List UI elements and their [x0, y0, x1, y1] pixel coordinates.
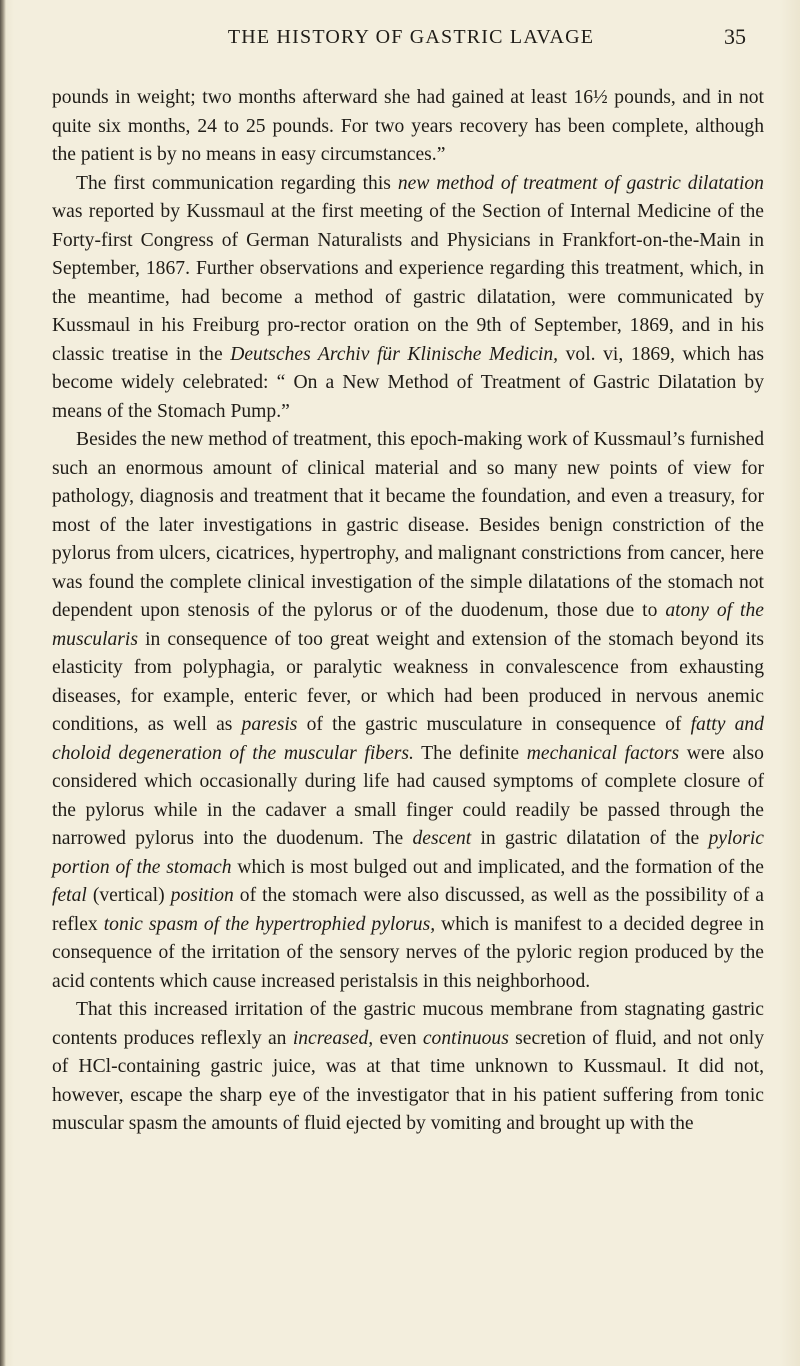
- text-run: Besides the new method of treatment, this epoch-making work of Kussmaul’s furnished such an enormous amount of clinical material and so many new points of view for pathology, diagnosis and treatment that it became the foundation, and even a treasury, for most of the later investigations in gastric disease. Besides benign constriction of the pylorus from ulcers, cicatrices, hypertrophy, and malignant constrictions from cancer, here was found the complete clinical investigation of the simple dilatations of the stomach not dependent upon stenosis of the pylorus or of the duodenum, those due to: [52, 429, 764, 621]
- text-run: pounds in weight; two months afterward she had gained at least 16½ pounds, and in not quite six months, 24 to 25 pounds. For two years recovery has been complete, although the patient is by no means in easy circumstances.”: [52, 87, 764, 165]
- text-run: That this increased irritation of the gastric mucous membrane from stagnating gastric contents produces reflexly an: [52, 999, 764, 1049]
- text-run: of the stomach were also discussed, as well as the possibility of a reflex: [52, 885, 765, 935]
- text-run: The first communication regarding this: [76, 172, 398, 194]
- italic-text: tonic spasm of the hypertrophied pylorus,: [103, 913, 436, 935]
- text-run: (vertical): [86, 885, 171, 906]
- body-text: [52, 84, 764, 1139]
- italic-text: continuous: [422, 1027, 509, 1049]
- page-gutter-shadow: [0, 0, 6, 1366]
- italic-text: paresis: [241, 714, 298, 735]
- text-run: in consequence of too great weight and extension of the stomach beyond its elasticity from polyphagia, or paralytic weakness in convalescence from exhausting diseases, for example, enteric fever, or which had been produced in nervous anemic conditions, as well as: [52, 628, 764, 735]
- italic-text: new method of treatment of gastric dilatation: [397, 172, 764, 194]
- italic-text: increased,: [292, 1027, 374, 1049]
- text-run: vol. vi, 1869, which has become widely celebrated: “ On a New Method of Treatment of Gastric Dilatation by means of the Stomach Pump.”: [52, 343, 765, 422]
- italic-text: Deutsches Archiv für Klinische Medicin,: [230, 343, 559, 365]
- page-header: [52, 20, 770, 50]
- italic-text: atony of the muscularis: [52, 600, 764, 650]
- running-head: THE HISTORY OF GASTRIC LAVAGE: [227, 26, 595, 48]
- paragraph: [52, 84, 764, 170]
- text-run: in gastric dilatation of the: [471, 828, 709, 849]
- paragraph: [52, 426, 764, 996]
- text-run: which is most bulged out and implicated, and the formation of the: [231, 856, 764, 878]
- page-number: 35: [724, 24, 746, 49]
- paragraph: [52, 170, 764, 427]
- text-run: even: [373, 1027, 423, 1049]
- italic-text: descent: [412, 828, 472, 849]
- italic-text: fetal: [52, 885, 87, 906]
- italic-text: pyloric portion of the stomach: [52, 828, 764, 878]
- text-run: The definite: [413, 742, 527, 764]
- italic-text: position: [170, 885, 234, 906]
- text-run: of the gastric musculature in consequence of: [297, 714, 691, 735]
- italic-text: fatty and choloid degeneration of the muscular fibers.: [52, 714, 764, 764]
- text-run: were also considered which occasionally during life had caused symptoms of complete closure of the pylorus while in the cadaver a small finger could readily be passed through the narrowed pylorus into the duodenum. The: [52, 742, 764, 849]
- italic-text: mechanical factors: [526, 742, 680, 764]
- text-run: secretion of fluid, and not only of HCl-containing gastric juice, was at that time unknown to Kussmaul. It did not, however, escape the sharp eye of the investigator that in his patient suffering from tonic muscular spasm the amounts of fluid ejected by vomiting and brought up with the: [52, 1027, 764, 1134]
- text-run: which is manifest to a decided degree in consequence of the irritation of the sensory nerves of the pyloric region produced by the acid contents which cause increased peristalsis in this neighborhood.: [52, 913, 764, 992]
- text-run: was reported by Kussmaul at the first meeting of the Section of Internal Medicine of the Forty-first Congress of German Naturalists and Physicians in Frankfort-on-the-Main in September, 1867. Further observations and experience regarding this treatment, which, in the meantime, had become a method of gastric dilatation, were communicated by Kussmaul in his Freiburg pro-rector oration on the 9th of September, 1869, and in his classic treatise in the: [52, 201, 764, 365]
- paragraph: [52, 996, 764, 1139]
